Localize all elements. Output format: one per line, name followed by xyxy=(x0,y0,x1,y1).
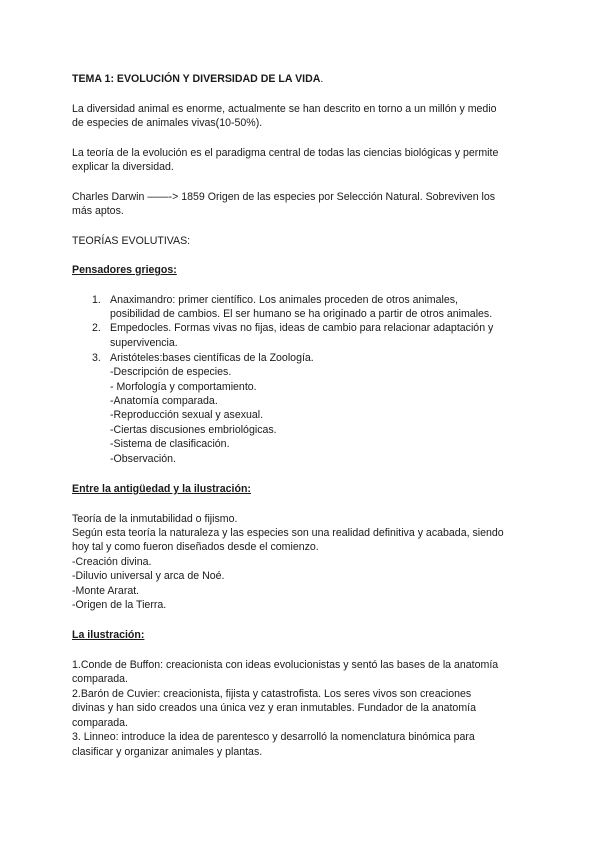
paragraph-line: comparada. xyxy=(72,673,128,685)
intro-paragraph-1-line-1: La diversidad animal es enorme, actualmente se han descrito en torno a un millón y medio xyxy=(72,103,497,115)
intro-paragraph-3-line-2: más aptos. xyxy=(72,205,124,217)
list-item-line: -Ciertas discusiones embriológicas. xyxy=(110,424,277,436)
paragraph-line: divinas y han sido creados una única vez y eran inmutables. Fundador de la anatomía xyxy=(72,702,476,714)
list-item-line: supervivencia. xyxy=(110,337,178,349)
list-item-line: Empedocles. Formas vivas no fijas, ideas de cambio para relacionar adaptación y xyxy=(110,322,494,334)
list-number: 3. xyxy=(92,352,101,364)
paragraph-line: 1.Conde de Buffon: creacionista con ideas evolucionistas y sentó las bases de la anatomía xyxy=(72,659,499,671)
intro-paragraph-3-line-1: Charles Darwin ——-> 1859 Origen de las especies por Selección Natural. Sobreviven los xyxy=(72,191,496,203)
document-title: TEMA 1: EVOLUCIÓN Y DIVERSIDAD DE LA VIDA. xyxy=(72,73,324,85)
paragraph-line: 3. Linneo: introduce la idea de parentesco y desarrolló la nomenclatura binómica para xyxy=(72,731,475,743)
list-item-line: -Observación. xyxy=(110,453,176,465)
list-item-line: -Sistema de clasificación. xyxy=(110,438,230,450)
list-number: 2. xyxy=(92,322,101,334)
paragraph-line: comparada. xyxy=(72,717,128,729)
paragraph-line: Según esta teoría la naturaleza y las especies son una realidad definitiva y acabada, siendo xyxy=(72,527,504,539)
list-item-line: posibilidad de cambios. El ser humano se ha originado a partir de otros animales. xyxy=(110,308,493,320)
section-heading-antiquity: Entre la antigüedad y la ilustración: xyxy=(72,483,251,495)
section-heading-greek: Pensadores griegos: xyxy=(72,264,177,276)
theories-label: TEORÍAS EVOLUTIVAS: xyxy=(72,235,191,247)
intro-paragraph-2-line-1: La teoría de la evolución es el paradigma central de todas las ciencias biológicas y permite xyxy=(72,147,499,159)
paragraph-line: -Creación divina. xyxy=(72,556,152,568)
list-item-line: - Morfología y comportamiento. xyxy=(110,381,257,393)
list-item-line: -Anatomía comparada. xyxy=(110,395,218,407)
paragraph-line: clasificar y organizar animales y plantas. xyxy=(72,746,263,758)
paragraph-line: hoy tal y como fueron diseñados desde el comienzo. xyxy=(72,541,319,553)
paragraph-line: 2.Barón de Cuvier: creacionista, fijista y catastrofista. Los seres vivos son creaciones xyxy=(72,688,472,700)
list-item-line: Anaximandro: primer científico. Los animales proceden de otros animales, xyxy=(110,294,459,306)
paragraph-line: Teoría de la inmutabilidad o fijismo. xyxy=(72,513,238,525)
section-heading-enlightenment: La ilustración: xyxy=(72,629,145,641)
intro-paragraph-2-line-2: explicar la diversidad. xyxy=(72,161,174,173)
paragraph-line: -Origen de la Tierra. xyxy=(72,599,167,611)
list-item-line: Aristóteles:bases científicas de la Zoología. xyxy=(110,352,314,364)
list-number: 1. xyxy=(92,294,101,306)
list-item-line: -Descripción de especies. xyxy=(110,366,232,378)
paragraph-line: -Monte Ararat. xyxy=(72,585,140,597)
list-item-line: -Reproducción sexual y asexual. xyxy=(110,409,264,421)
intro-paragraph-1-line-2: de especies de animales vivas(10-50%). xyxy=(72,117,263,129)
paragraph-line: -Diluvio universal y arca de Noé. xyxy=(72,570,225,582)
